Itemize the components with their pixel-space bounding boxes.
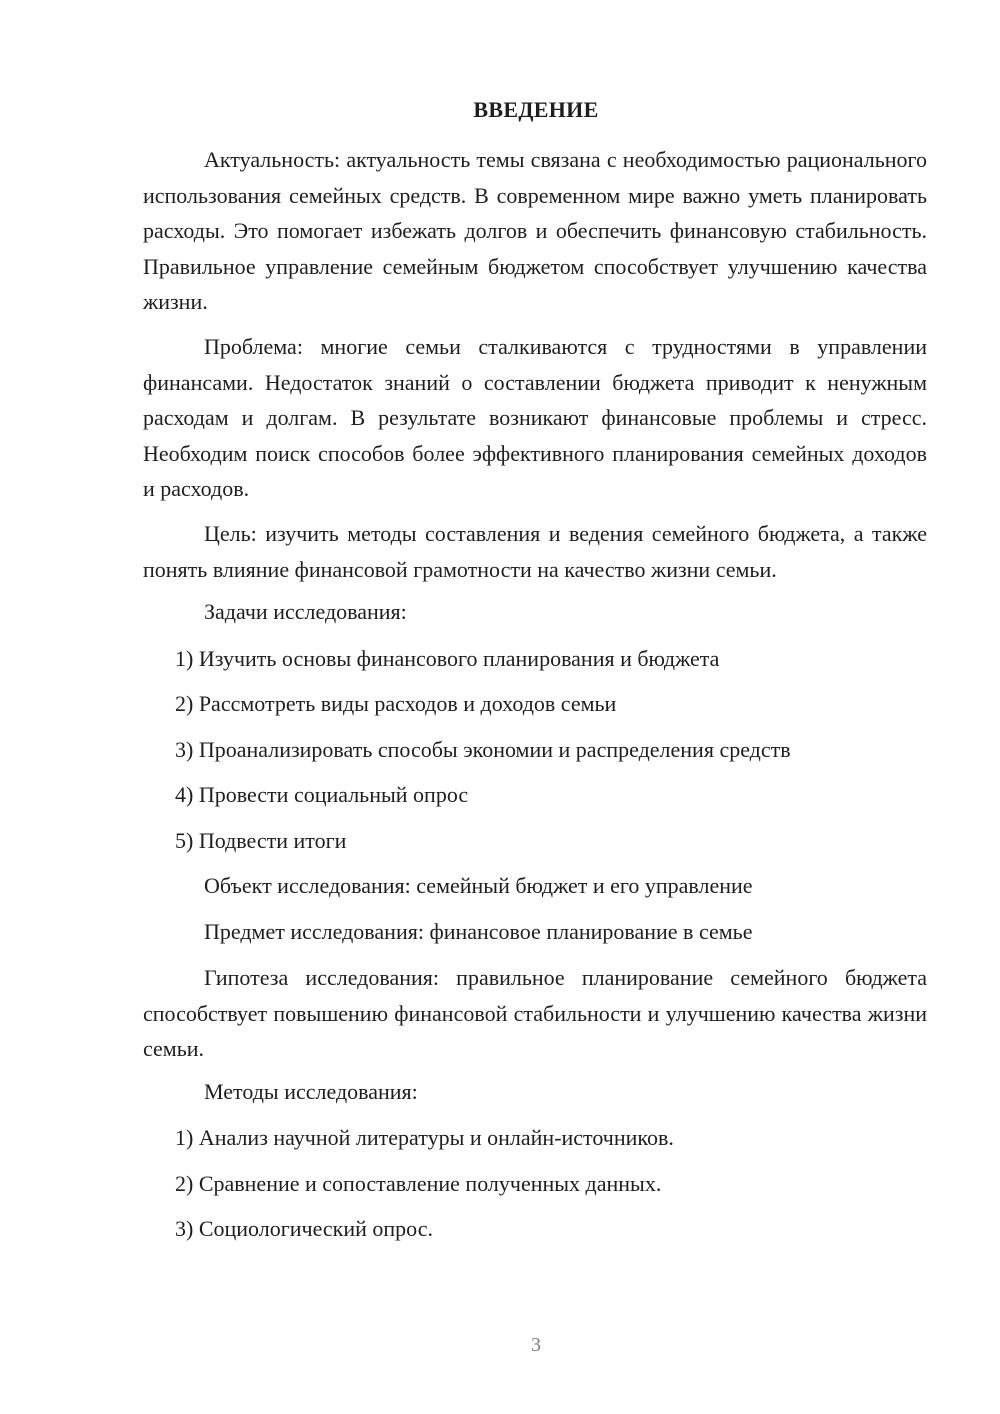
actuality-paragraph: Актуальность: актуальность темы связана с необходимостью рационального использования семейных средств. В современном мире важно уметь планировать расходы. Это помогает избежать долгов и обеспечить финансовую стабильность. Правильное управление семейным бюджетом способствует улучшению качества жизни. xyxy=(143,147,927,314)
goal-paragraph: Цель: изучить методы составления и ведения семейного бюджета, а также понять влияние финансовой грамотности на качество жизни семьи. xyxy=(143,521,927,582)
page-number: 3 xyxy=(531,1334,541,1356)
task-item: 5) Подвести итоги xyxy=(175,828,347,853)
hypothesis-paragraph: Гипотеза исследования: правильное планирование семейного бюджета способствует повышению финансовой стабильности и улучшению качества жизни семьи. xyxy=(143,965,927,1061)
section-title: ВВЕДЕНИЕ xyxy=(473,97,599,122)
tasks-heading: Задачи исследования: xyxy=(204,599,407,624)
object-paragraph: Объект исследования: семейный бюджет и его управление xyxy=(204,873,753,898)
subject-paragraph: Предмет исследования: финансовое планирование в семье xyxy=(204,919,753,944)
task-item: 4) Провести социальный опрос xyxy=(175,782,469,807)
methods-heading: Методы исследования: xyxy=(204,1079,418,1104)
method-item: 3) Социологический опрос. xyxy=(175,1216,433,1241)
task-item: 2) Рассмотреть виды расходов и доходов семьи xyxy=(175,691,617,716)
method-item: 2) Сравнение и сопоставление полученных данных. xyxy=(175,1171,662,1196)
method-item: 1) Анализ научной литературы и онлайн-источников. xyxy=(175,1125,674,1150)
problem-paragraph: Проблема: многие семьи сталкиваются с трудностями в управлении финансами. Недостаток знаний о составлении бюджета приводит к ненужным расходам и долгам. В результате возникают финансовые проблемы и стресс. Необходим поиск способов более эффективного планирования семейных доходов и расходов. xyxy=(143,334,927,501)
task-item: 3) Проанализировать способы экономии и распределения средств xyxy=(175,737,791,762)
task-item: 1) Изучить основы финансового планирования и бюджета xyxy=(175,646,720,671)
